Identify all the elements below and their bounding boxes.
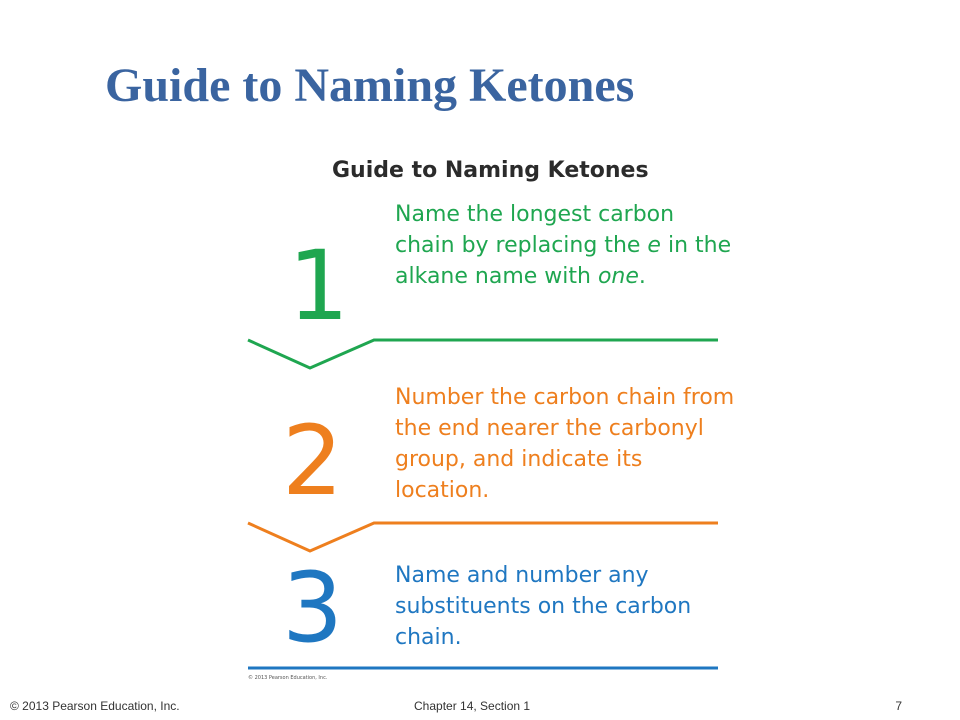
footer-chapter: Chapter 14, Section 1 [414, 699, 531, 713]
step-3-text: Name and number any substituents on the carbon chain. [395, 563, 692, 650]
footer-page-number: 7 [895, 699, 902, 713]
figure-title: Guide to Naming Ketones [332, 158, 649, 183]
figure-copyright: © 2013 Pearson Education, Inc. [248, 675, 328, 681]
footer-copyright: © 2013 Pearson Education, Inc. [10, 699, 180, 713]
ketone-naming-figure [240, 150, 735, 690]
step-2-text: Number the carbon chain from the end nearer the carbonyl group, and indicate its location. [395, 385, 735, 503]
step-1-number: 1 [288, 230, 350, 342]
step-1-divider [248, 340, 718, 368]
slide-title: Guide to Naming Ketones [105, 59, 635, 112]
step-3-number: 3 [282, 552, 344, 664]
step-2-divider [248, 523, 718, 551]
step-2-number: 2 [282, 405, 344, 517]
step-1-text: Name the longest carbon chain by replacing the e in the alkane name with one. [395, 202, 732, 289]
